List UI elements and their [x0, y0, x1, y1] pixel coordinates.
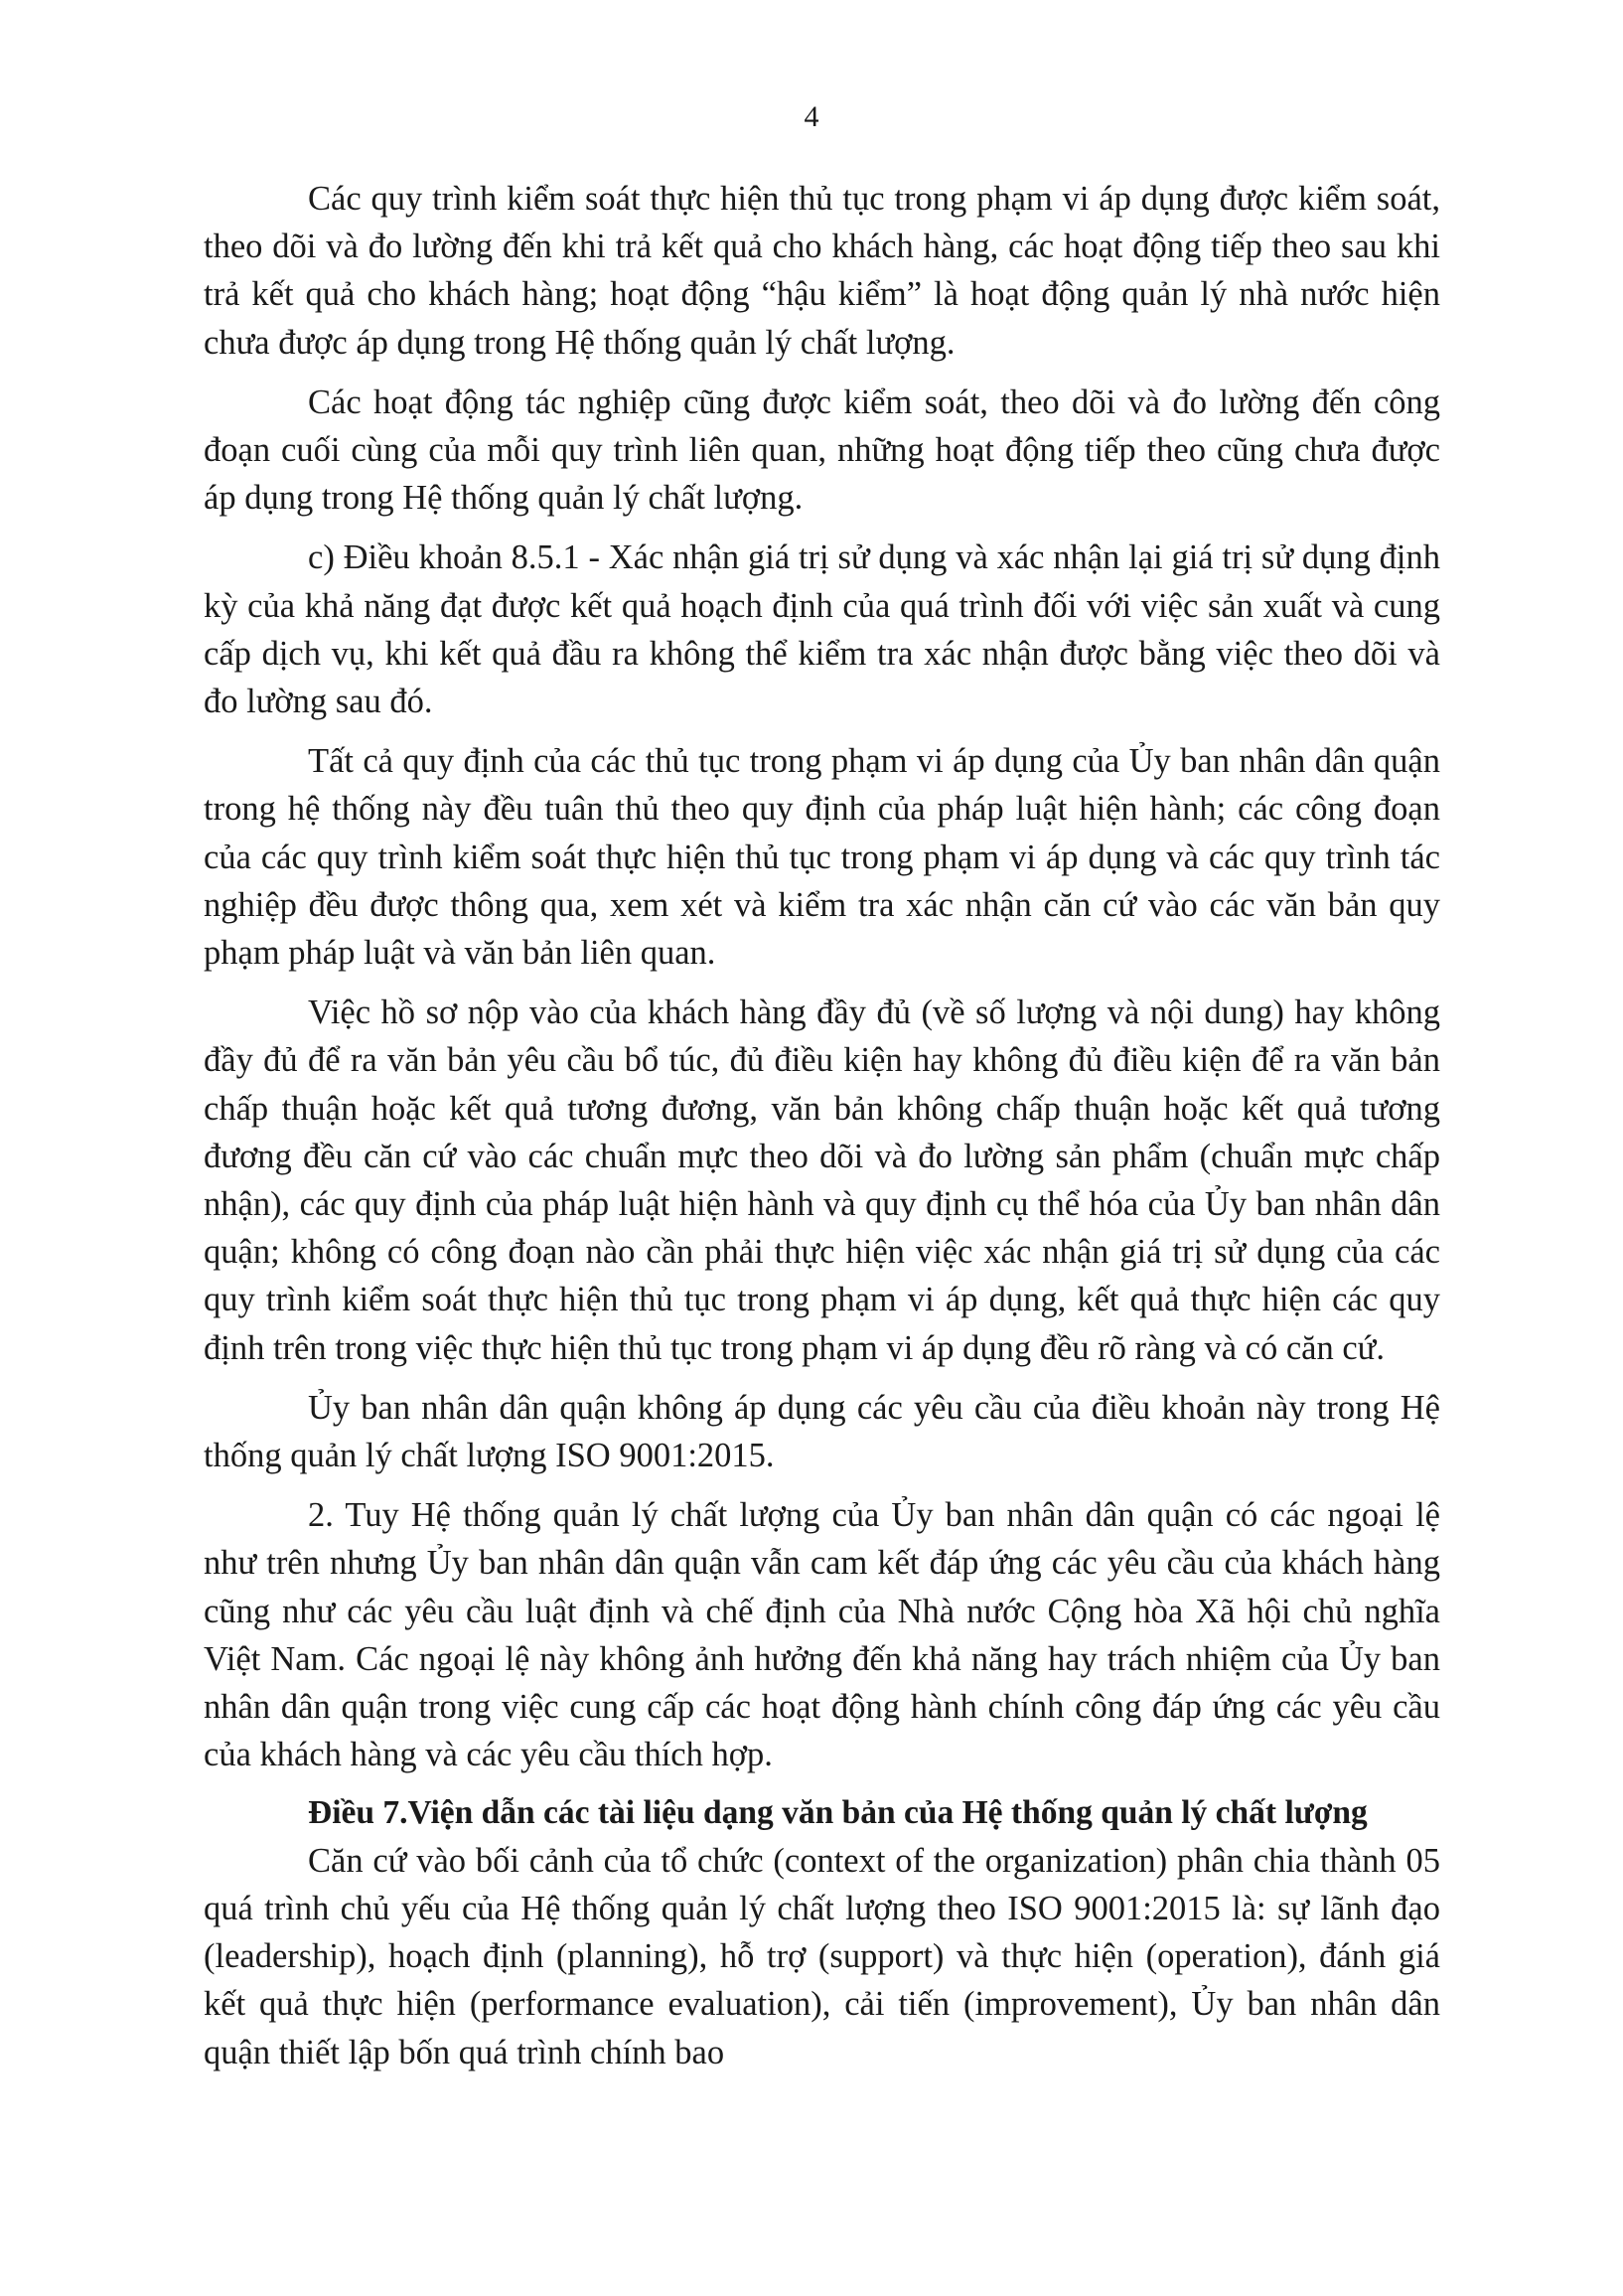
- section-heading-article-7: Điều 7.Viện dẫn các tài liệu dạng văn bản của Hệ thống quản lý chất lượng: [308, 1793, 1368, 1831]
- paragraph-operational-activities: Các hoạt động tác nghiệp cũng được kiểm soát, theo dõi và đo lường đến công đoạn cuối cùng của mỗi quy trình liên quan, những hoạt động tiếp theo cũng chưa được áp dụng trong Hệ thống quản lý chất lượng.: [204, 383, 1440, 518]
- paragraph-clause-8-5-1: c) Điều khoản 8.5.1 - Xác nhận giá trị sử dụng và xác nhận lại giá trị sử dụng định kỳ của khả năng đạt được kết quả hoạch định của quá trình đối với việc sản xuất và cung cấp dịch vụ, khi kết quả đầu ra không thể kiểm tra xác nhận được bằng việc theo dõi và đo lường sau đó.: [204, 538, 1440, 721]
- document-body: [204, 175, 1440, 2076]
- paragraph-article-7-body: Căn cứ vào bối cảnh của tổ chức (context of the organization) phân chia thành 05 quá trình chủ yếu của Hệ thống quản lý chất lượng theo ISO 9001:2015 là: sự lãnh đạo (leadership), hoạch định (planning), hỗ trợ (support) và thực hiện (operation), đánh giá kết quả thực hiện (performance evaluation), cải tiến (improvement), Ủy ban nhân dân quận thiết lập bốn quá trình chính bao: [204, 1841, 1440, 2071]
- paragraph-not-applicable: Ủy ban nhân dân quận không áp dụng các yêu cầu của điều khoản này trong Hệ thống quản lý chất lượng ISO 9001:2015.: [204, 1388, 1440, 1475]
- paragraph-procedures-compliance: Tất cả quy định của các thủ tục trong phạm vi áp dụng của Ủy ban nhân dân quận trong hệ thống này đều tuân thủ theo quy định của pháp luật hiện hành; các công đoạn của các quy trình kiểm soát thực hiện thủ tục trong phạm vi áp dụng và các quy trình tác nghiệp đều được thông qua, xem xét và kiểm tra xác nhận căn cứ vào các văn bản quy phạm pháp luật và văn bản liên quan.: [204, 742, 1440, 973]
- paragraph-application-dossier: Việc hồ sơ nộp vào của khách hàng đầy đủ (về số lượng và nội dung) hay không đầy đủ để ra văn bản yêu cầu bổ túc, đủ điều kiện hay không đủ điều kiện để ra văn bản chấp thuận hoặc kết quả tương đương, văn bản không chấp thuận hoặc kết quả tương đương đều căn cứ vào các chuẩn mực theo dõi và đo lường sản phẩm (chuẩn mực chấp nhận), các quy định của pháp luật hiện hành và quy định cụ thể hóa của Ủy ban nhân dân quận; không có công đoạn nào cần phải thực hiện việc xác nhận giá trị sử dụng của các quy trình kiểm soát thực hiện thủ tục trong phạm vi áp dụng, kết quả thực hiện các quy định trên trong việc thực hiện thủ tục trong phạm vi áp dụng đều rõ ràng và có căn cứ.: [204, 994, 1440, 1367]
- page-number: 4: [804, 100, 819, 133]
- paragraph-post-inspection: Các quy trình kiểm soát thực hiện thủ tục trong phạm vi áp dụng được kiểm soát, theo dõi và đo lường đến khi trả kết quả cho khách hàng, các hoạt động tiếp theo sau khi trả kết quả cho khách hàng; hoạt động “hậu kiểm” là hoạt động quản lý nhà nước hiện chưa được áp dụng trong Hệ thống quản lý chất lượng.: [204, 180, 1440, 362]
- paragraph-exceptions-commitment: 2. Tuy Hệ thống quản lý chất lượng của Ủy ban nhân dân quận có các ngoại lệ như trên nhưng Ủy ban nhân dân quận vẫn cam kết đáp ứng các yêu cầu của khách hàng cũng như các yêu cầu luật định và chế định của Nhà nước Cộng hòa Xã hội chủ nghĩa Việt Nam. Các ngoại lệ này không ảnh hưởng đến khả năng hay trách nhiệm của Ủy ban nhân dân quận trong việc cung cấp các hoạt động hành chính công đáp ứng các yêu cầu của khách hàng và các yêu cầu thích hợp.: [204, 1496, 1440, 1774]
